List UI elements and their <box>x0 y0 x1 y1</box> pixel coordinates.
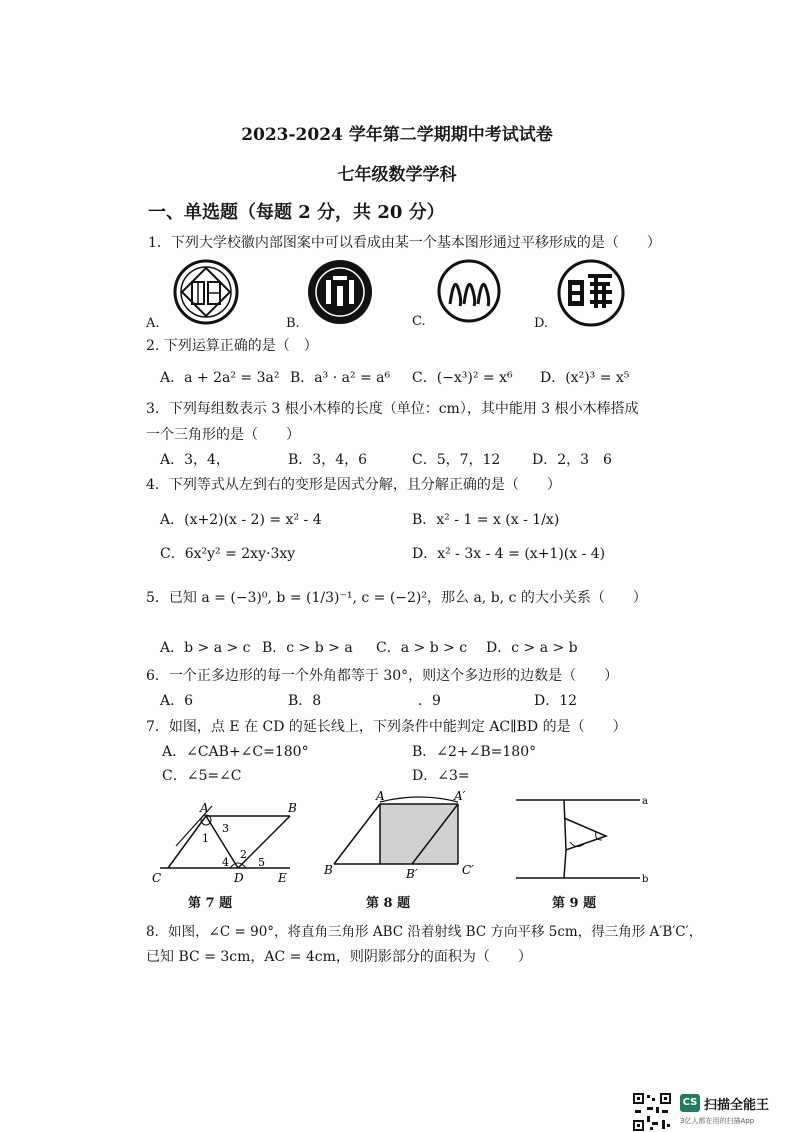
section-heading: 一、单选题（每题 2 分，共 20 分） <box>148 202 445 223</box>
fig9-label-b: b <box>642 874 649 885</box>
q2-stem: 2. 下列运算正确的是（ ） <box>146 338 318 354</box>
q7-opt-c: C．∠5=∠C <box>162 768 242 784</box>
fig8-caption: 第 8 题 <box>366 896 411 911</box>
q7-opt-d: D．∠3= <box>412 768 470 784</box>
q5-opt-c: C．a > b > c <box>376 640 468 656</box>
q1-label-b: B. <box>286 316 300 331</box>
fig8-point-b: B <box>324 863 333 877</box>
q2-opt-a: A．a + 2a² = 3a² <box>160 370 280 386</box>
q4-opt-a: A．(x+2)(x - 2) = x² - 4 <box>160 512 322 528</box>
fig7-angle-4: 4 <box>222 856 229 869</box>
exam-title: 2023-2024 学年第二学期期中考试试卷 <box>241 125 553 145</box>
fig8-line-ab <box>334 804 380 864</box>
q4-opt-c: C．6x²y² = 2xy·3xy <box>160 546 296 562</box>
q6-opt-c: ．9 <box>418 693 441 709</box>
q4-opt-d: D．x² - 3x - 4 = (x+1)(x - 4) <box>412 546 606 562</box>
emblem-b-icon <box>306 258 374 326</box>
q6-opt-b: B．8 <box>288 693 322 709</box>
fig7-caption: 第 7 题 <box>188 896 233 911</box>
q7-opt-a: A．∠CAB+∠C=180° <box>162 744 309 760</box>
q3-stem-line1: 3．下列每组数表示 3 根小木棒的长度（单位：cm），其中能用 3 根小木棒搭成 <box>146 401 639 417</box>
fig9-segment <box>564 850 566 878</box>
fig7-point-a: A <box>200 801 209 815</box>
q6-opt-a: A．6 <box>160 693 194 709</box>
q5-opt-b: B．c > b > a <box>262 640 353 656</box>
fig7-line-ac <box>168 816 206 868</box>
fig8-point-a-prime: A′ <box>454 789 466 803</box>
q6-stem: 6．一个正多边形的每一个外角都等于 30°，则这个多边形的边数是（ ） <box>146 668 619 684</box>
emblem-c-icon <box>436 258 502 324</box>
q3-opt-c: C．5，7，12 <box>412 452 501 468</box>
fig8-point-a: A <box>376 789 385 803</box>
q5-stem: 5．已知 a = (−3)⁰, b = (1/3)⁻¹, c = (−2)²，那么 a, b, c 的大小关系（ ） <box>146 590 647 606</box>
fig9-caption: 第 9 题 <box>552 896 597 911</box>
q5-opt-a: A．b > a > c <box>160 640 251 656</box>
q8-stem-line1: 8．如图，∠C = 90°，将直角三角形 ABC 沿着射线 BC 方向平移 5cm，得三角形 A′B′C′， <box>146 924 703 940</box>
qr-code-icon <box>632 1092 672 1132</box>
figure-8 <box>320 788 496 888</box>
q7-stem: 7．如图，点 E 在 CD 的延长线上，下列条件中能判定 AC∥BD 的是（ ） <box>146 719 627 735</box>
scanner-tagline: 3亿人都在用的扫描App <box>680 1117 755 1125</box>
exam-subtitle: 七年级数学学科 <box>337 165 457 185</box>
fig7-angle-5: 5 <box>258 856 265 869</box>
scanner-brand: 扫描全能王 <box>704 1098 770 1113</box>
fig7-angle-2: 2 <box>240 848 247 861</box>
figure-9 <box>512 790 652 890</box>
q2-opt-b: B．a³ · a² = a⁶ <box>290 370 391 386</box>
cs-logo-icon: CS <box>680 1094 700 1112</box>
q1-stem: 1．下列大学校徽内部图案中可以看成由某一个基本图形通过平移形成的是（ ） <box>148 235 661 251</box>
fig8-point-c-prime: C′ <box>462 863 474 877</box>
fig7-angle-1: 1 <box>202 832 209 845</box>
q1-label-c: C. <box>412 314 426 329</box>
q7-opt-b: B．∠2+∠B=180° <box>412 744 537 760</box>
fig8-arc <box>380 797 458 802</box>
q8-stem-line2: 已知 BC = 3cm，AC = 4cm，则阴影部分的面积为（ ） <box>146 949 532 965</box>
scanner-watermark <box>632 1092 782 1132</box>
q3-opt-b: B．3，4，6 <box>288 452 368 468</box>
emblem-a-icon <box>172 258 240 326</box>
fig7-point-c: C <box>152 871 162 885</box>
figure-7 <box>150 800 300 890</box>
q6-opt-d: D．12 <box>534 693 578 709</box>
q3-stem-line2: 一个三角形的是（ ） <box>146 427 300 443</box>
q2-opt-d: D．(x²)³ = x⁵ <box>540 370 630 386</box>
emblem-d-icon <box>556 258 626 328</box>
fig7-angle-3: 3 <box>222 822 229 835</box>
q1-label-a: A. <box>146 316 160 331</box>
fig9-label-a: a <box>642 796 648 807</box>
fig8-point-b-prime: B′ <box>406 867 418 881</box>
q5-opt-d: D．c > a > b <box>486 640 578 656</box>
fig7-point-e: E <box>278 871 287 885</box>
q3-opt-d: D．2，3 6 <box>532 452 612 468</box>
q4-opt-b: B．x² - 1 = x (x - 1/x) <box>412 512 560 528</box>
q1-label-d: D. <box>534 316 549 331</box>
q2-opt-c: C．(−x³)² = x⁶ <box>412 370 513 386</box>
q4-stem: 4．下列等式从左到右的变形是因式分解，且分解正确的是（ ） <box>146 477 561 493</box>
q3-opt-a: A．3，4， <box>160 452 230 468</box>
fig7-point-d: D <box>234 871 244 885</box>
fig7-point-b: B <box>288 801 297 815</box>
